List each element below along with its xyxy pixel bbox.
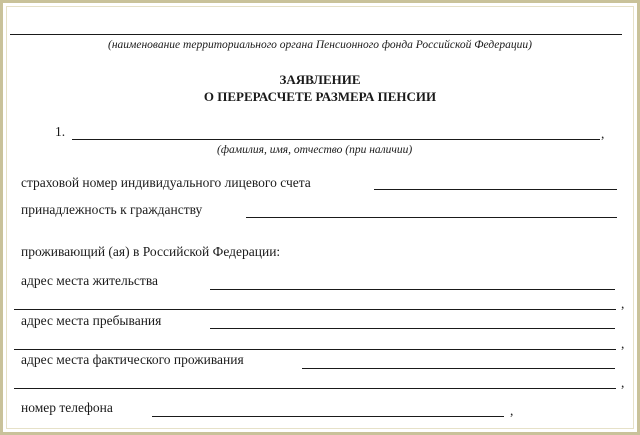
stay-address-label: адрес места пребывания bbox=[21, 313, 162, 328]
citizenship-line[interactable] bbox=[246, 217, 617, 218]
territorial-organ-line[interactable] bbox=[10, 34, 622, 35]
residence-address-label: адрес места жительства bbox=[21, 273, 159, 288]
phone-line[interactable] bbox=[152, 416, 504, 417]
residence-address-comma: , bbox=[621, 296, 625, 311]
stay-address-line-2[interactable] bbox=[14, 349, 616, 350]
form-subtitle: О ПЕРЕРАСЧЕТЕ РАЗМЕРА ПЕНСИИ bbox=[203, 89, 437, 104]
territorial-organ-caption: (наименование территориального органа Пенсионного фонда Российской Федерации) bbox=[108, 39, 532, 51]
stay-address-comma: , bbox=[621, 336, 625, 351]
item-number: 1. bbox=[55, 124, 66, 139]
insurance-number-label: страховой номер индивидуального лицевого счета bbox=[21, 175, 311, 190]
actual-address-comma: , bbox=[621, 375, 625, 390]
residence-address-line-1[interactable] bbox=[210, 289, 615, 290]
phone-label: номер телефона bbox=[21, 400, 113, 415]
stay-address-line-1[interactable] bbox=[210, 328, 615, 329]
phone-comma: , bbox=[510, 403, 514, 418]
actual-address-line-1[interactable] bbox=[302, 368, 615, 369]
actual-address-label: адрес места фактического проживания bbox=[21, 352, 244, 367]
full-name-caption: (фамилия, имя, отчество (при наличии) bbox=[217, 144, 413, 156]
citizenship-label: принадлежность к гражданству bbox=[21, 202, 203, 217]
insurance-number-line[interactable] bbox=[374, 189, 617, 190]
full-name-comma: , bbox=[601, 126, 605, 141]
actual-address-line-2[interactable] bbox=[14, 388, 616, 389]
full-name-line[interactable] bbox=[72, 139, 600, 140]
form-title: ЗАЯВЛЕНИЕ bbox=[279, 72, 361, 87]
residence-address-line-2[interactable] bbox=[14, 309, 616, 310]
residing-label: проживающий (ая) в Российской Федерации: bbox=[21, 244, 281, 259]
